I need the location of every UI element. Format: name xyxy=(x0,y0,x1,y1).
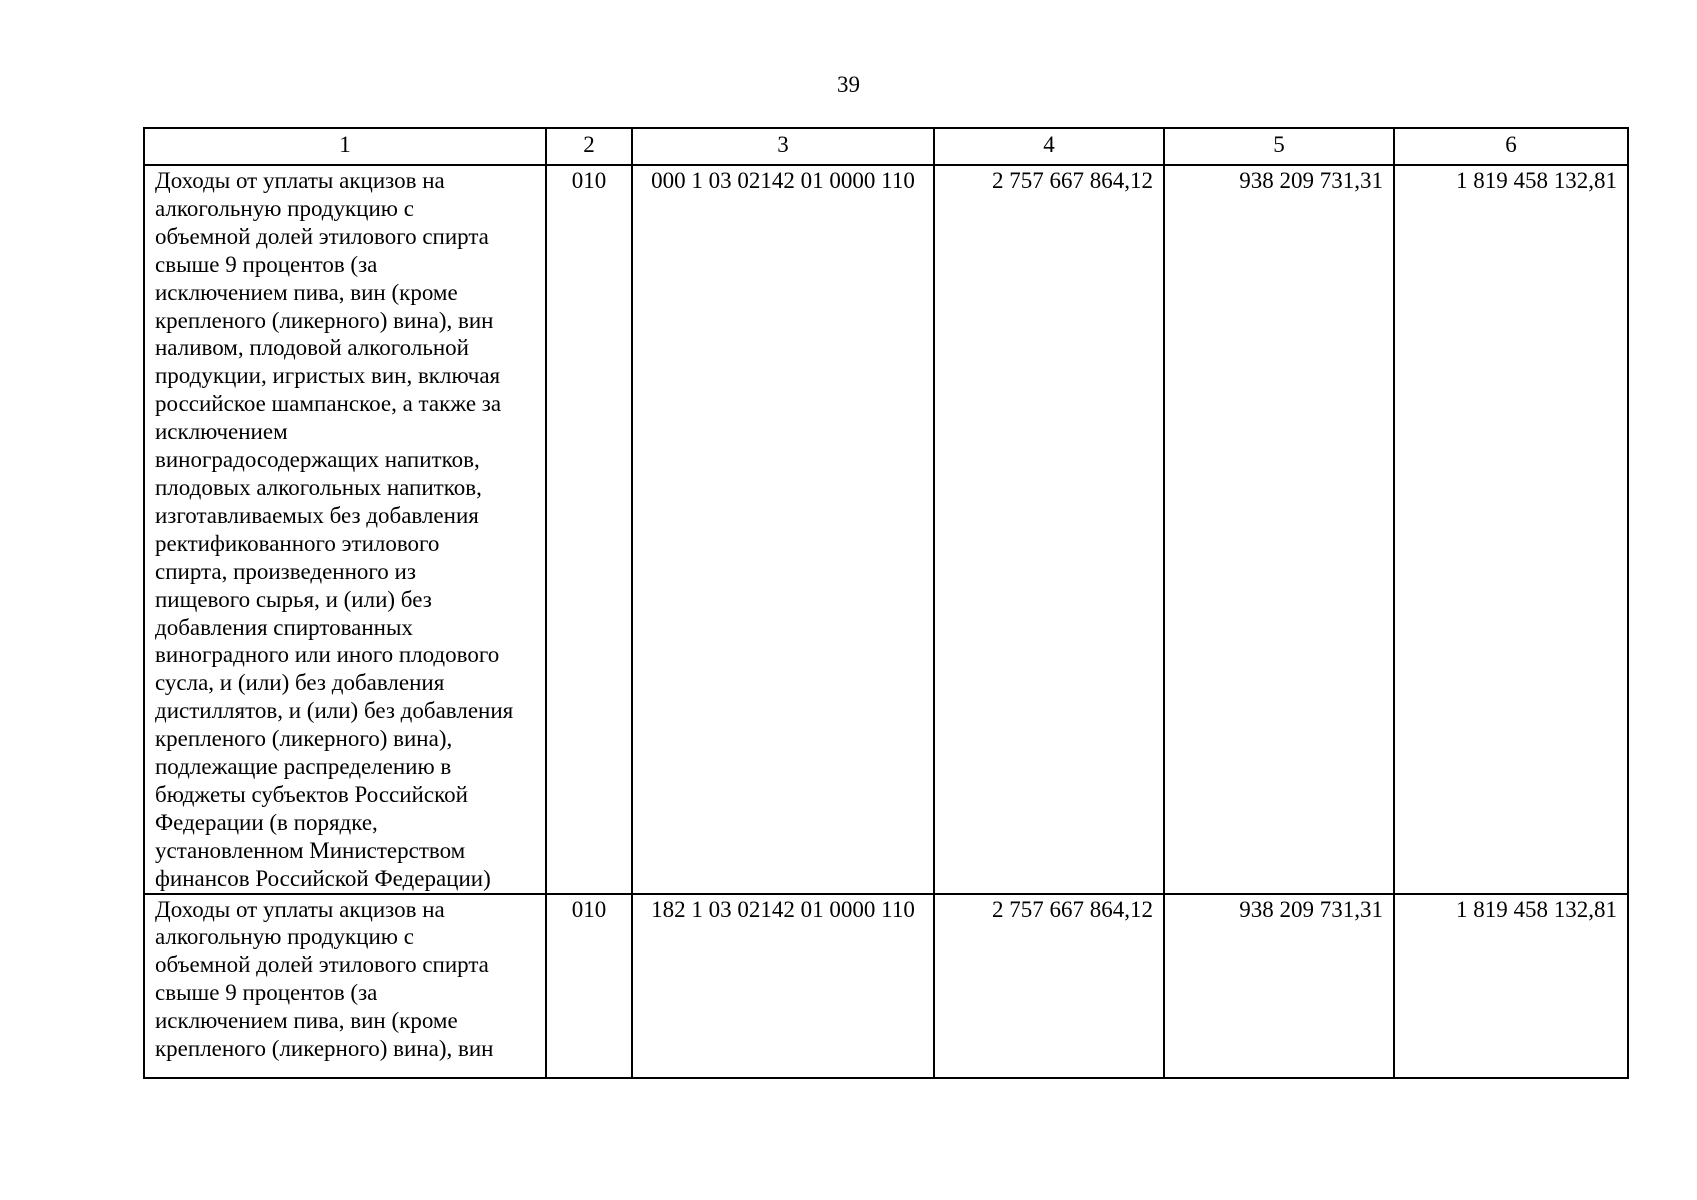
income-name-line: Федерации (в порядке, xyxy=(155,809,378,835)
income-name-line: бюджеты субъектов Российской xyxy=(155,781,468,807)
column-header-2: 2 xyxy=(546,128,632,165)
column-header-5: 5 xyxy=(1164,128,1394,165)
income-name-line: российское шампанское, а также за xyxy=(155,391,502,417)
income-name-line: наливом, плодовой алкогольной xyxy=(155,335,469,361)
income-name-line: крепленого (ликерного) вина), вин xyxy=(155,1036,494,1062)
income-name-line: свыше 9 процентов (за xyxy=(155,980,378,1006)
income-name-line: сусла, и (или) без добавления xyxy=(155,670,445,696)
income-name-cell xyxy=(144,165,546,894)
income-name-line: объемной долей этилового спирта xyxy=(155,223,489,249)
income-name-line: исключением xyxy=(155,419,288,445)
income-name-line: Доходы от уплаты акцизов на xyxy=(155,168,445,193)
line-code-cell: 010 xyxy=(546,165,632,894)
income-name-line: исключением пива, вин (кроме xyxy=(155,279,458,305)
table-row xyxy=(144,894,1628,1078)
income-name-line: исключением пива, вин (кроме xyxy=(155,1008,458,1034)
amount-col6-cell: 1 819 458 132,81 xyxy=(1394,165,1628,894)
income-name-line: свыше 9 процентов (за xyxy=(155,251,378,277)
amount-col5-cell: 938 209 731,31 xyxy=(1164,894,1394,1078)
column-header-3: 3 xyxy=(632,128,934,165)
budget-code-cell: 000 1 03 02142 01 0000 110 xyxy=(632,165,934,894)
income-name-line: подлежащие распределению в xyxy=(155,754,452,780)
column-header-1: 1 xyxy=(144,128,546,165)
amount-col6-cell: 1 819 458 132,81 xyxy=(1394,894,1628,1078)
line-code-cell: 010 xyxy=(546,894,632,1078)
income-name-line: крепленого (ликерного) вина), вин xyxy=(155,307,494,333)
income-name-line: пищевого сырья, и (или) без xyxy=(155,586,432,612)
income-name-line: алкогольную продукцию с xyxy=(155,924,414,950)
income-name-line: крепленого (ликерного) вина), xyxy=(155,726,453,752)
income-name-line: алкогольную продукцию с xyxy=(155,195,414,221)
amount-col5-cell: 938 209 731,31 xyxy=(1164,165,1394,894)
budget-code-cell: 182 1 03 02142 01 0000 110 xyxy=(632,894,934,1078)
income-name-line: объемной долей этилового спирта xyxy=(155,952,489,978)
table-header-row xyxy=(144,128,1628,165)
income-name xyxy=(155,896,535,1063)
income-name-line: ректификованного этилового xyxy=(155,530,440,556)
income-name-line: виноградосодержащих напитков, xyxy=(155,447,480,473)
amount-col4-cell: 2 757 667 864,12 xyxy=(934,165,1164,894)
amount-col4-cell: 2 757 667 864,12 xyxy=(934,894,1164,1078)
income-name-line: продукции, игристых вин, включая xyxy=(155,363,501,389)
column-header-6: 6 xyxy=(1394,128,1628,165)
income-name-line: виноградного или иного плодового xyxy=(155,642,500,668)
income-name-line: установленном Министерством xyxy=(155,837,466,863)
income-name-line: дистиллятов, и (или) без добавления xyxy=(155,698,514,724)
column-header-4: 4 xyxy=(934,128,1164,165)
table-row xyxy=(144,165,1628,894)
income-name-cell xyxy=(144,894,546,1078)
income-name xyxy=(155,167,535,893)
income-name-line: спирта, произведенного из xyxy=(155,558,416,584)
page-number: 39 xyxy=(837,72,860,97)
income-name-line: добавления спиртованных xyxy=(155,614,413,640)
income-table xyxy=(143,127,1629,1079)
income-name-line: изготавливаемых без добавления xyxy=(155,502,479,528)
income-name-line: плодовых алкогольных напитков, xyxy=(155,474,482,500)
income-name-line: Доходы от уплаты акцизов на xyxy=(155,896,445,922)
income-name-line: финансов Российской Федерации) xyxy=(155,865,491,891)
